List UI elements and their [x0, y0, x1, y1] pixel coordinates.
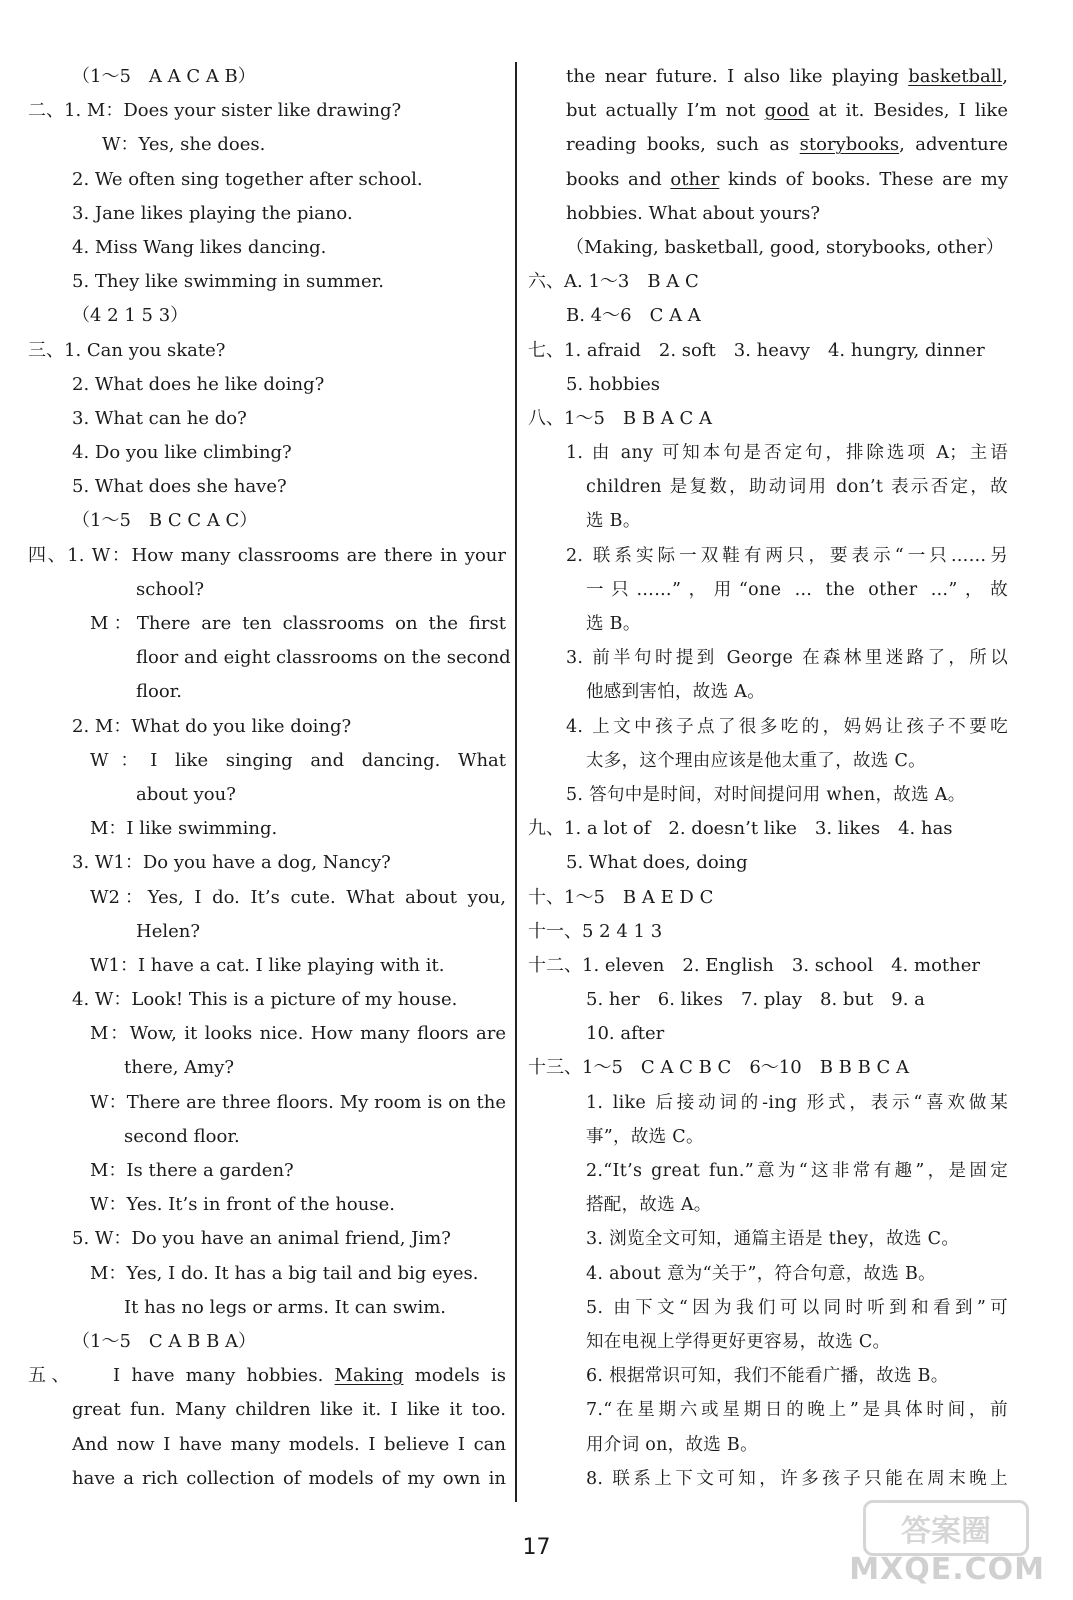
- left-line: （4 2 1 5 3）: [72, 305, 189, 327]
- left-line: M：Is there a garden?: [90, 1160, 294, 1181]
- right-line: 选 B。: [586, 511, 641, 532]
- left-line: 2. We often sing together after school.: [72, 168, 423, 190]
- right-line: books and other kinds of books. These are my: [566, 168, 1008, 190]
- left-line: M：Wow, it looks nice. How many floors are: [90, 1023, 506, 1045]
- right-line: hobbies. What about yours?: [566, 202, 821, 224]
- right-line: 太多，这个理由应该是他太重了，故选 C。: [586, 750, 926, 771]
- left-line: W2：Yes, I do. It’s cute. What about you,: [90, 886, 506, 908]
- left-line: 3. What can he do?: [72, 407, 247, 429]
- left-line: W：I like singing and dancing. What: [90, 749, 506, 771]
- left-line: 5. W：Do you have an animal friend, Jim?: [72, 1228, 451, 1250]
- right-line: the near future. I also like playing basketball,: [566, 66, 1008, 87]
- left-line: 2. What does he like doing?: [72, 373, 325, 395]
- underlined-answer: good: [764, 100, 810, 122]
- right-line: 2. 联系实际一双鞋有两只，要表示“一只……另: [566, 545, 1008, 566]
- underlined-answer: basketball: [908, 66, 1003, 87]
- left-line: M：There are ten classrooms on the first: [90, 613, 506, 634]
- right-line: 5. 由下文“因为我们可以同时听到和看到”可: [586, 1297, 1008, 1318]
- right-line: 一只……”，用“one … the other …”，故: [586, 579, 1008, 600]
- left-line: （1～5 C A B B A）: [72, 1330, 257, 1352]
- left-line: Helen?: [136, 920, 201, 942]
- left-line: W：There are three floors. My room is on the: [90, 1091, 506, 1113]
- right-line: but actually I’m not good at it. Besides, I like: [566, 100, 1008, 122]
- underlined-answer: Making: [334, 1365, 404, 1387]
- right-line: 3. 前半句时提到 George 在森林里迷路了，所以: [566, 648, 1008, 669]
- left-line: W：Yes. It’s in front of the house.: [90, 1194, 395, 1216]
- left-line: floor.: [136, 681, 183, 703]
- left-line: 二、1. M：Does your sister like drawing?: [28, 100, 402, 122]
- left-line: 4. Do you like climbing?: [72, 442, 292, 464]
- left-line: 3. W1：Do you have a dog, Nancy?: [72, 852, 391, 874]
- left-line: （1～5 B C C A C）: [72, 510, 258, 532]
- right-line: 5. What does, doing: [566, 852, 748, 874]
- underlined-answer: storybooks: [799, 134, 900, 156]
- right-line: 4. about 意为“关于”，符合句意，故选 B。: [586, 1263, 936, 1284]
- right-line: 选 B。: [586, 614, 641, 634]
- left-line: 四、1. W：How many classrooms are there in your: [28, 544, 506, 566]
- left-line: floor and eight classrooms on the second: [136, 647, 511, 669]
- left-line: 三、1. Can you skate?: [28, 339, 226, 361]
- right-line: 1. like 后接动词的-ing 形式，表示“喜欢做某: [586, 1092, 1008, 1113]
- right-column: [528, 60, 1008, 1496]
- right-line: 知在电视上学得更好更容易，故选 C。: [586, 1331, 891, 1352]
- right-line: reading books, such as storybooks, adventure: [566, 134, 1008, 156]
- left-column: [28, 60, 511, 1496]
- left-line: （1～5 A A C A B）: [72, 66, 256, 87]
- left-line: great fun. Many children like it. I like it too.: [72, 1399, 506, 1421]
- right-line: 用介词 on，故选 B。: [586, 1434, 758, 1455]
- left-line: 5. What does she have?: [72, 476, 287, 498]
- left-line: 五、 I have many hobbies. Making models is: [28, 1365, 507, 1387]
- right-line: B. 4～6 C A A: [566, 305, 701, 327]
- left-line: have a rich collection of models of my own in: [72, 1467, 506, 1489]
- left-line: W1：I have a cat. I like playing with it.: [90, 954, 445, 976]
- right-line: 十、1～5 B A E D C: [528, 886, 714, 908]
- left-line: 5. They like swimming in summer.: [72, 271, 385, 293]
- right-line: children 是复数，助动词用 don’t 表示否定，故: [586, 477, 1008, 498]
- left-line: 2. M：What do you like doing?: [72, 715, 352, 737]
- right-line: 2.“It’s great fun.”意为“这非常有趣”，是固定: [586, 1161, 1008, 1181]
- right-line: 七、1. afraid 2. soft 3. heavy 4. hungry, dinner: [528, 339, 985, 361]
- right-line: 1. 由 any 可知本句是否定句，排除选项 A；主语: [566, 443, 1008, 464]
- right-line: （Making, basketball, good, storybooks, other）: [566, 236, 1004, 258]
- page-number: 17: [522, 1535, 551, 1560]
- left-line: It has no legs or arms. It can swim.: [124, 1296, 447, 1318]
- right-line: 八、1～5 B B A C A: [528, 407, 713, 429]
- left-line: W：Yes, she does.: [102, 134, 266, 156]
- right-line: 九、1. a lot of 2. doesn’t like 3. likes 4. has: [528, 818, 953, 840]
- left-line: 4. Miss Wang likes dancing.: [72, 236, 327, 258]
- left-line: And now I have many models. I believe I can: [72, 1433, 506, 1455]
- right-line: 搭配，故选 A。: [586, 1195, 712, 1216]
- right-line: 十二、1. eleven 2. English 3. school 4. mother: [528, 954, 980, 976]
- watermark-url: MXQE.COM: [849, 1552, 1045, 1587]
- right-line: 4. 上文中孩子点了很多吃的，妈妈让孩子不要吃: [566, 716, 1008, 737]
- right-line: 5. hobbies: [566, 373, 661, 395]
- left-line: second floor.: [124, 1125, 240, 1147]
- left-line: there, Amy?: [124, 1057, 235, 1079]
- right-line: 5. 答句中是时间，对时间提问用 when，故选 A。: [566, 784, 966, 805]
- left-line: school?: [136, 578, 204, 600]
- right-line: 十三、1～5 C A C B C 6～10 B B B C A: [528, 1057, 910, 1079]
- column-divider: [515, 62, 517, 1502]
- left-line: 4. W：Look! This is a picture of my house.: [72, 989, 458, 1011]
- right-line: 7.“在星期六或星期日的晚上”是具体时间，前: [586, 1400, 1008, 1421]
- right-line: 他感到害怕，故选 A。: [586, 682, 765, 703]
- right-line: 10. after: [586, 1023, 665, 1045]
- left-line: 3. Jane likes playing the piano.: [72, 202, 353, 224]
- right-line: 6. 根据常识可知，我们不能看广播，故选 B。: [586, 1366, 949, 1387]
- left-line: M：Yes, I do. It has a big tail and big eyes.: [90, 1262, 479, 1284]
- right-line: 5. her 6. likes 7. play 8. but 9. a: [586, 989, 925, 1011]
- watermark: [849, 1500, 1059, 1595]
- left-line: about you?: [136, 783, 236, 805]
- underlined-answer: other: [670, 168, 720, 190]
- right-line: 3. 浏览全文可知，通篇主语是 they，故选 C。: [586, 1229, 960, 1250]
- left-line: M：I like swimming.: [90, 818, 278, 840]
- right-line: 十一、5 2 4 1 3: [528, 920, 663, 942]
- right-line: 六、A. 1～3 B A C: [528, 271, 699, 293]
- right-line: 事”，故选 C。: [586, 1126, 704, 1147]
- right-line: 8. 联系上下文可知，许多孩子只能在周末晚上: [586, 1468, 1008, 1489]
- watermark-logo: 答案圈: [863, 1500, 1029, 1556]
